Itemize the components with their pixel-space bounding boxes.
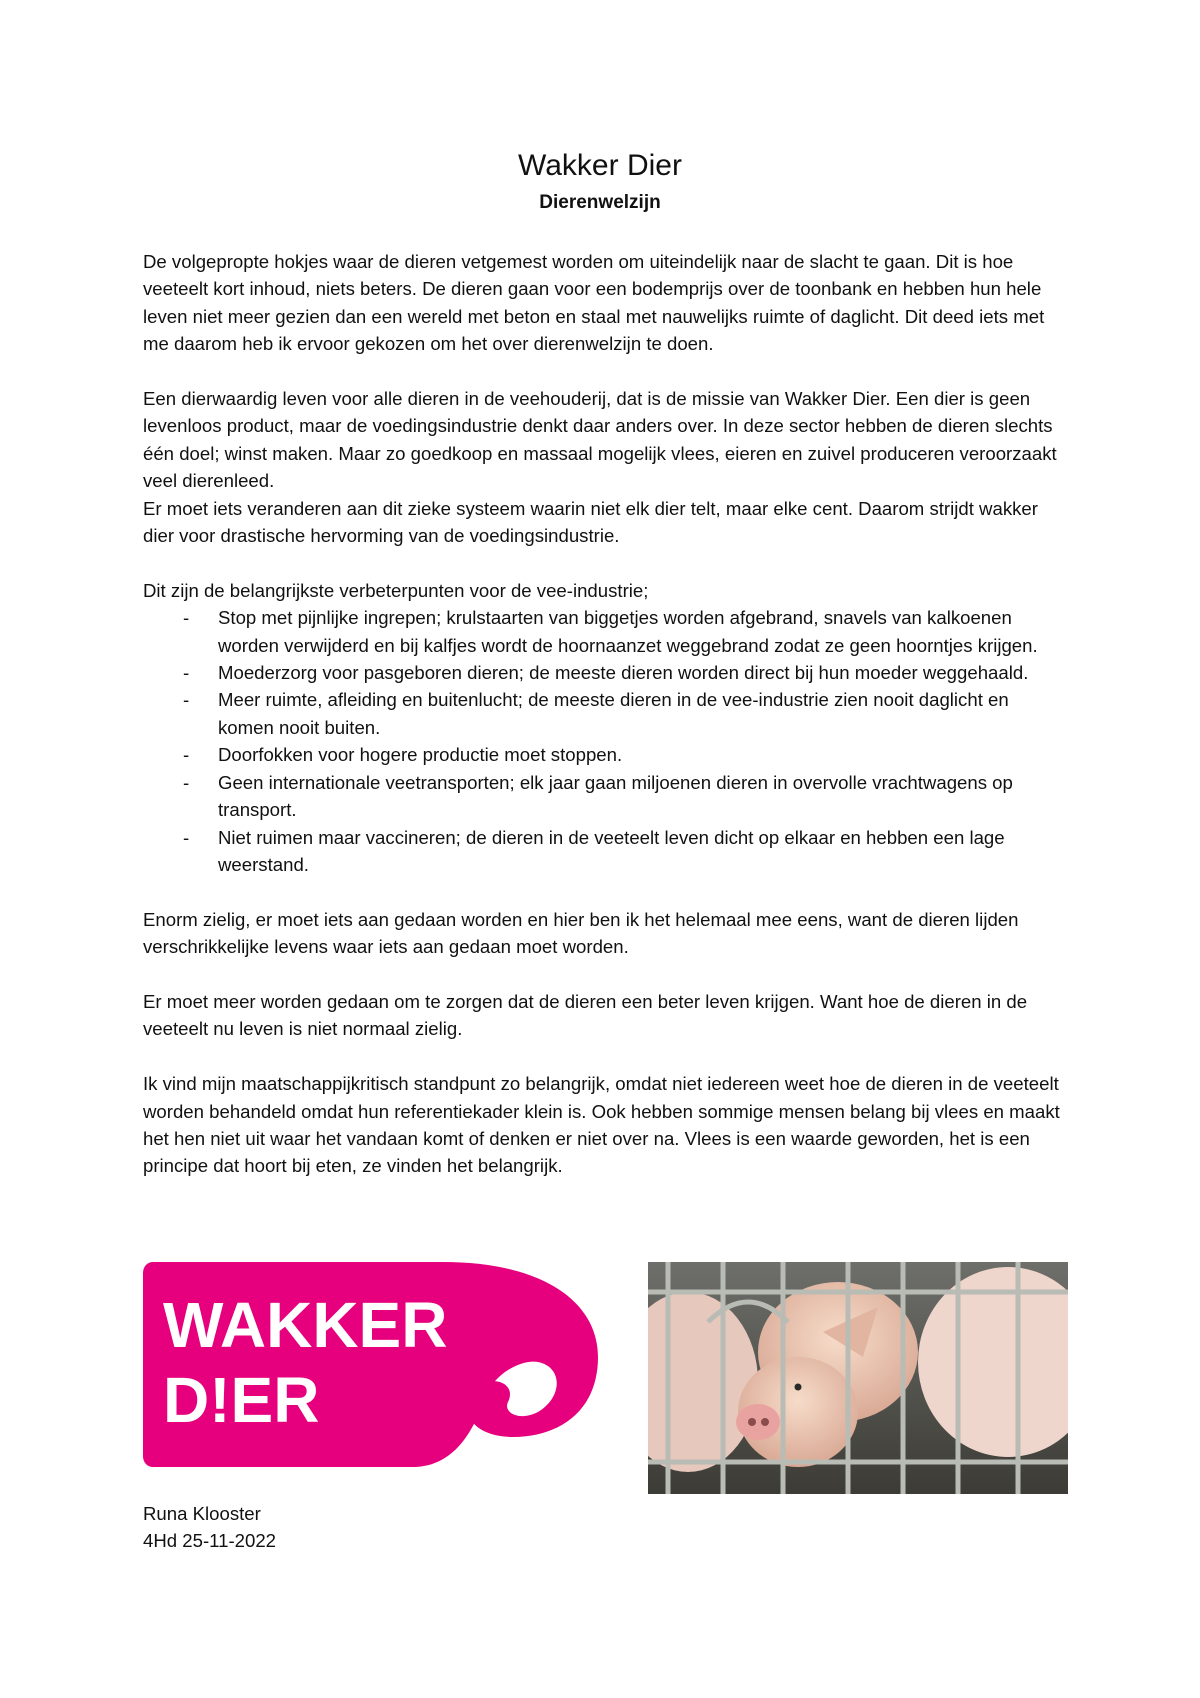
paragraph-mission: Een dierwaardig leven voor alle dieren in de veehouderij, dat is de missie van Wakker Dier. Een dier is geen levenloos product, maar de voedingsindustrie denkt daar anders over. In deze sector hebben de dieren slechts één doel; winst maken. Maar zo goedkoop en massaal mogelijk vlees, eieren en zuivel produceren veroorzaakt veel dierenleed. (143, 388, 1057, 492)
list-item: - Geen internationale veetransporten; elk jaar gaan miljoenen dieren in overvolle vrachtwagens op transport. (183, 771, 1013, 821)
document-body (143, 248, 1063, 1180)
list-item: - Moederzorg voor pasgeboren dieren; de meeste dieren worden direct bij hun moeder weggehaald. (183, 662, 1029, 684)
document-title: Wakker Dier (518, 149, 682, 182)
paragraph-change: Er moet iets veranderen aan dit zieke systeem waarin niet elk dier telt, maar elke cent. Daarom strijdt wakker dier voor drastische hervorming van de voedingsindustrie. (143, 497, 1038, 547)
paragraph-intro: De volgepropte hokjes waar de dieren vetgemest worden om uiteindelijk naar de slacht te gaan. Dit is hoe veeteelt kort inhoud, niets beters. De dieren gaan voor een bodemprijs over de toonbank en hebben hun hele leven niet meer gezien dan een wereld met beton en staal met nauwelijks ruimte of daglicht. Dit deed iets met me daarom heb ik ervoor gekozen om het over dierenwelzijn te doen. (143, 251, 1045, 355)
author-name: Runa Klooster (143, 1503, 261, 1524)
paragraph-standpoint: Ik vind mijn maatschappijkritisch standpunt zo belangrijk, omdat niet iedereen weet hoe de dieren in de veeteelt worden behandeld omdat hun referentiekader klein is. Ook hebben sommige mensen belang bij vlees en maakt het hen niet uit waar het vandaan komt of denken er niet over na. Vlees is een waarde geworden, het is een principe dat hoort bij eten, ze vinden het belangrijk. (143, 1073, 1060, 1177)
list-item: - Meer ruimte, afleiding en buitenlucht; de meeste dieren in de vee-industrie zien nooit daglicht en komen nooit buiten. (183, 689, 1009, 738)
logo-text-line2: D!ER (163, 1364, 320, 1436)
improvement-list (143, 604, 1063, 878)
paragraph-opinion: Enorm zielig, er moet iets aan gedaan worden en hier ben ik het helemaal mee eens, want de dieren lijden verschrikkelijke levens waar iets aan gedaan moet worden. (143, 908, 1019, 958)
document-subtitle: Dierenwelzijn (539, 192, 661, 213)
list-item: - Niet ruimen maar vaccineren; de dieren in de veeteelt leven dicht op elkaar en hebben een lage weerstand. (183, 826, 1005, 875)
logo-text-line1: WAKKER (163, 1289, 448, 1361)
list-item: - Stop met pijnlijke ingrepen; krulstaarten van biggetjes worden afgebrand, snavels van kalkoenen worden verwijderd en bij kalfjes wordt de hoornaanzet weggebrand zodat ze geen hoorntjes krijgen. (183, 607, 1038, 656)
paragraph-list-intro: Dit zijn de belangrijkste verbeterpunten voor de vee-industrie; (143, 579, 649, 601)
signature (143, 1500, 276, 1555)
pig-photo (648, 1262, 1068, 1494)
list-item: - Doorfokken voor hogere productie moet stoppen. (183, 744, 623, 766)
class-and-date: 4Hd 25-11-2022 (143, 1530, 277, 1552)
paragraph-better-life: Er moet meer worden gedaan om te zorgen dat de dieren een beter leven krijgen. Want hoe de dieren in de veeteelt nu leven is niet normaal zielig. (143, 990, 1028, 1040)
wakker-dier-logo (143, 1262, 603, 1467)
